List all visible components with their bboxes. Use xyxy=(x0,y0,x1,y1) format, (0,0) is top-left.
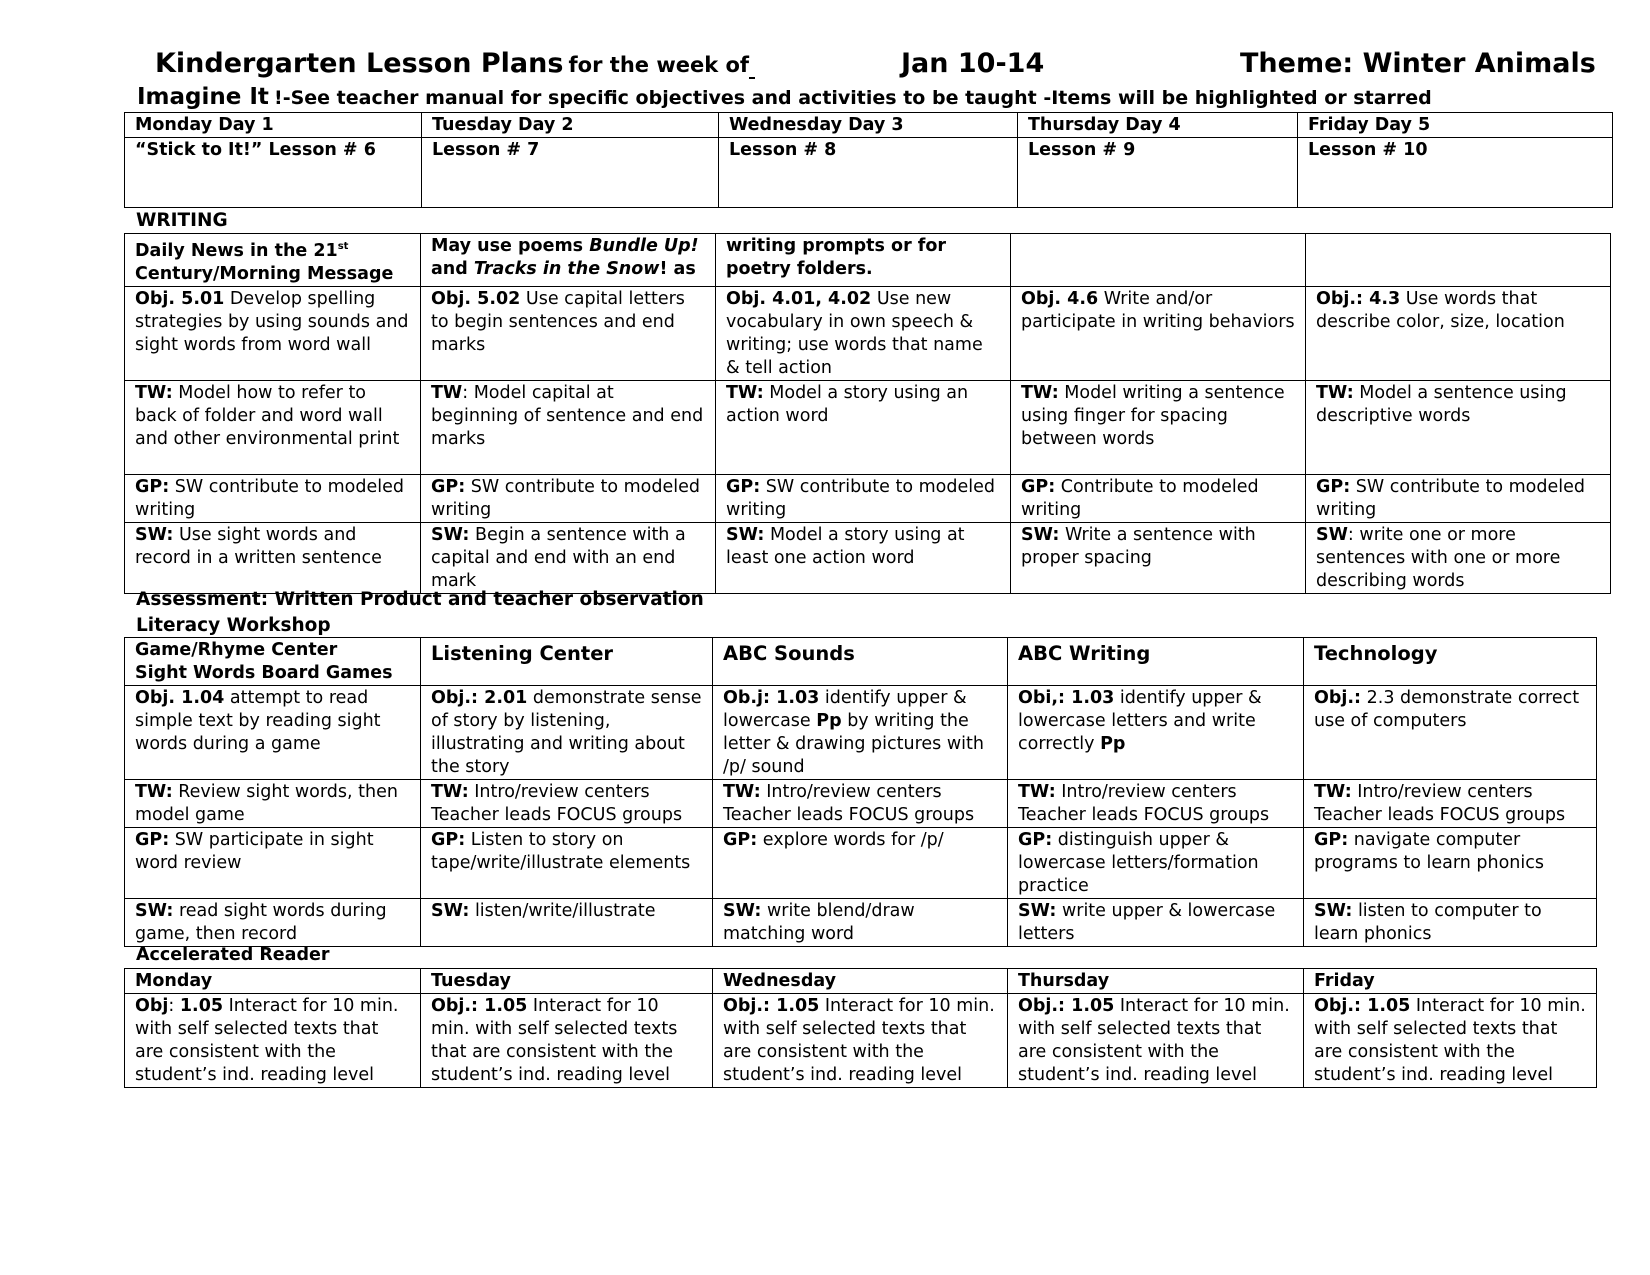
objective-cell xyxy=(125,286,421,380)
tw-cell xyxy=(125,380,421,474)
obj-text: Interact for 10 min. with self selected texts that are consistent with the student’s ind. reading level xyxy=(723,996,995,1085)
center-header: ABC Writing xyxy=(1008,638,1304,686)
sw-label: SW: xyxy=(723,901,762,921)
obj-text: Write and/or participate in writing behaviors xyxy=(1021,288,1295,332)
day-header: Thursday Day 4 xyxy=(1018,113,1298,138)
obj-text: Use capital letters to begin sentences and end marks xyxy=(431,288,685,355)
center-subtitle: Sight Words Board Games xyxy=(135,663,393,683)
sw-cell xyxy=(1306,522,1611,593)
gp-label: GP: xyxy=(1021,476,1056,497)
sw-text: read sight words during game, then record xyxy=(135,901,387,944)
objective-cell xyxy=(421,686,713,780)
gp-cell xyxy=(125,828,421,899)
obj-label: Obj. 5.01 xyxy=(135,288,225,309)
obj-label: Ob.j: 1.03 xyxy=(723,688,820,708)
obj-text: Use new vocabulary in own speech & writing; use words that name & tell action xyxy=(726,288,983,378)
objective-cell xyxy=(421,286,716,380)
obj-text: Interact for 10 min. with self selected texts that are consistent with the student’s ind. reading level xyxy=(1018,996,1290,1085)
literacy-heading: Literacy Workshop xyxy=(136,615,331,636)
obj-label: Obj.: 4.3 xyxy=(1316,288,1401,309)
gp-label: GP: xyxy=(726,476,761,497)
obj-label: Obj. 4.6 xyxy=(1021,288,1099,309)
ar-day-header: Wednesday xyxy=(713,969,1008,994)
sw-cell xyxy=(1008,899,1304,947)
obj-label: Obi,: 1.03 xyxy=(1018,688,1115,708)
obj-label: Obj.: 1.05 xyxy=(1314,996,1411,1016)
tw-text: Model a sentence using descriptive words xyxy=(1316,382,1567,426)
sw-text: Write a sentence with proper spacing xyxy=(1021,524,1256,568)
gp-cell xyxy=(125,474,421,522)
gp-cell xyxy=(421,474,716,522)
obj-text: Interact for 10 min. with self selected texts that are consistent with the student’s ind. reading level xyxy=(135,996,399,1085)
imagine-note: !-See teacher manual for specific objectives and activities to be taught -Items will be highlighted or starred xyxy=(274,87,1432,109)
page-title xyxy=(155,48,755,79)
sw-label: SW: xyxy=(135,524,174,545)
center-header-game xyxy=(125,638,421,686)
imagine-heading xyxy=(137,84,1432,110)
obj-letter: Pp xyxy=(1100,734,1126,754)
poems-text: May use poems xyxy=(431,236,590,256)
gp-text: SW contribute to modeled writing xyxy=(726,476,995,520)
objective-cell xyxy=(716,286,1011,380)
gp-cell xyxy=(716,474,1011,522)
sw-cell xyxy=(1304,899,1597,947)
daily-news-text: Daily News in the 21 xyxy=(135,240,338,261)
sw-cell xyxy=(713,899,1008,947)
day-header: Tuesday Day 2 xyxy=(422,113,719,138)
lesson-cell: Lesson # 7 xyxy=(422,138,719,208)
objective-cell xyxy=(1008,686,1304,780)
obj-number: 1.05 xyxy=(179,996,224,1016)
sw-text: Use sight words and record in a written sentence xyxy=(135,524,382,568)
sw-text: listen to computer to learn phonics xyxy=(1314,901,1542,944)
day-header: Friday Day 5 xyxy=(1298,113,1613,138)
literacy-table xyxy=(124,637,1597,947)
sw-label: SW: xyxy=(1021,524,1060,545)
tw-text: Model writing a sentence using finger for spacing between words xyxy=(1021,382,1285,449)
ar-objective-cell xyxy=(421,994,713,1088)
obj-label: Obj.: 1.05 xyxy=(1018,996,1115,1016)
tw-label: TW: xyxy=(1018,782,1056,802)
lesson-cell: Lesson # 10 xyxy=(1298,138,1613,208)
sw-label: SW: xyxy=(431,901,470,921)
gp-label: GP: xyxy=(135,476,170,497)
day-header: Monday Day 1 xyxy=(125,113,422,138)
gp-label: GP: xyxy=(1018,830,1053,850)
tw-cell xyxy=(125,780,421,828)
lesson-cell: Lesson # 8 xyxy=(719,138,1018,208)
gp-cell xyxy=(713,828,1008,899)
tw-cell xyxy=(1008,780,1304,828)
sw-label: SW: xyxy=(135,901,174,921)
writing-table xyxy=(124,233,1611,594)
sw-cell xyxy=(421,899,713,947)
objective-cell xyxy=(1011,286,1306,380)
tw-text: Intro/review centers Teacher leads FOCUS groups xyxy=(1314,782,1566,825)
accelerated-table xyxy=(124,968,1597,1088)
tw-text: : Model capital at beginning of sentence and end marks xyxy=(431,382,704,449)
sw-cell xyxy=(716,522,1011,593)
obj-text: Use words that describe color, size, location xyxy=(1316,288,1565,332)
ar-day-header: Thursday xyxy=(1008,969,1304,994)
objective-cell xyxy=(1304,686,1597,780)
gp-label: GP: xyxy=(723,830,758,850)
objective-cell xyxy=(125,686,421,780)
center-header: Listening Center xyxy=(421,638,713,686)
tw-label: TW: xyxy=(135,782,173,802)
sw-text: Model a story using at least one action word xyxy=(726,524,965,568)
ar-objective-cell xyxy=(1008,994,1304,1088)
blank-underline xyxy=(749,57,755,79)
gp-label: GP: xyxy=(431,476,466,497)
accelerated-heading: Accelerated Reader xyxy=(136,945,330,965)
tw-label: TW: xyxy=(1314,782,1352,802)
sw-text: write upper & lowercase letters xyxy=(1018,901,1276,944)
sw-text: Begin a sentence with a capital and end with an end mark xyxy=(431,524,686,591)
gp-cell xyxy=(1306,474,1611,522)
ar-objective-cell xyxy=(1304,994,1597,1088)
tw-cell xyxy=(421,380,716,474)
imagine-title: Imagine It xyxy=(137,84,269,110)
tw-label: TW: xyxy=(1316,382,1354,403)
tw-label: TW: xyxy=(1021,382,1059,403)
obj-label: Obj. 1.04 xyxy=(135,688,225,708)
tw-label: TW: xyxy=(723,782,761,802)
title-suffix: for the week of xyxy=(568,53,750,77)
daily-news-text-2: Century/Morning Message xyxy=(135,263,394,284)
gp-text: navigate computer programs to learn phonics xyxy=(1314,830,1545,873)
sw-cell xyxy=(125,522,421,593)
gp-cell xyxy=(1304,828,1597,899)
ar-day-header: Friday xyxy=(1304,969,1597,994)
obj-text: identify upper & lowercase xyxy=(723,688,967,731)
sw-label: SW: xyxy=(1314,901,1353,921)
gp-text: Listen to story on tape/write/illustrate elements xyxy=(431,830,691,873)
poem-title: Bundle Up! xyxy=(589,236,699,256)
gp-text: Contribute to modeled writing xyxy=(1021,476,1259,520)
obj-label: Obj.: 1.05 xyxy=(723,996,820,1016)
sw-label: SW: xyxy=(431,524,470,545)
obj-label: Obj.: 1.05 xyxy=(431,996,528,1016)
obj-text: identify upper & lowercase letters and write correctly xyxy=(1018,688,1262,754)
tw-label: TW: xyxy=(135,382,173,403)
poems-text: and xyxy=(431,259,474,279)
sw-text: listen/write/illustrate xyxy=(469,901,656,921)
imagine-table xyxy=(124,112,1613,208)
obj-label: Obj. 5.02 xyxy=(431,288,521,309)
tw-cell xyxy=(713,780,1008,828)
tw-label: TW: xyxy=(726,382,764,403)
ar-objective-cell xyxy=(713,994,1008,1088)
daily-news-cell xyxy=(125,234,421,287)
obj-label: Obj. 4.01, 4.02 xyxy=(726,288,872,309)
tw-cell xyxy=(716,380,1011,474)
sw-label: SW: xyxy=(726,524,765,545)
ar-day-header: Monday xyxy=(125,969,421,994)
writing-heading: WRITING xyxy=(136,210,228,231)
tw-text: Intro/review centers Teacher leads FOCUS groups xyxy=(431,782,683,825)
tw-label: TW xyxy=(431,382,463,403)
center-name: Game/Rhyme Center xyxy=(135,640,338,660)
gp-label: GP: xyxy=(1314,830,1349,850)
tw-text: Model a story using an action word xyxy=(726,382,969,426)
obj-text: attempt to read simple text by reading sight words during a game xyxy=(135,688,381,754)
tw-text: Review sight words, then model game xyxy=(135,782,398,825)
center-header: ABC Sounds xyxy=(713,638,1008,686)
obj-text: Interact for 10 min. with self selected texts that are consistent with the student’s ind. reading level xyxy=(431,996,678,1085)
obj-label: Obj.: xyxy=(1314,688,1362,708)
gp-label: GP: xyxy=(431,830,466,850)
tw-cell xyxy=(421,780,713,828)
lesson-cell: Lesson # 9 xyxy=(1018,138,1298,208)
empty-cell xyxy=(1011,234,1306,287)
sw-cell xyxy=(1011,522,1306,593)
daily-news-sup: st xyxy=(337,241,349,252)
tw-text: Model how to refer to back of folder and word wall and other environmental print xyxy=(135,382,400,449)
empty-cell xyxy=(1306,234,1611,287)
day-header: Wednesday Day 3 xyxy=(719,113,1018,138)
obj-text: : xyxy=(168,996,180,1016)
poems-text: ! as xyxy=(659,259,696,279)
theme-label: Theme: Winter Animals xyxy=(1240,48,1596,79)
objective-cell xyxy=(713,686,1008,780)
sw-text: write blend/draw matching word xyxy=(723,901,915,944)
obj-text: Interact for 10 min. with self selected texts that are consistent with the student’s ind. reading level xyxy=(1314,996,1586,1085)
tw-cell xyxy=(1306,380,1611,474)
gp-text: SW contribute to modeled writing xyxy=(1316,476,1585,520)
gp-text: SW contribute to modeled writing xyxy=(135,476,404,520)
ar-day-header: Tuesday xyxy=(421,969,713,994)
tw-text: Intro/review centers Teacher leads FOCUS groups xyxy=(1018,782,1270,825)
lesson-cell: “Stick to It!” Lesson # 6 xyxy=(125,138,422,208)
sw-cell xyxy=(125,899,421,947)
gp-cell xyxy=(1011,474,1306,522)
gp-text: explore words for /p/ xyxy=(757,830,944,850)
obj-text: Develop spelling strategies by using sounds and sight words from word wall xyxy=(135,288,409,355)
tw-text: Intro/review centers Teacher leads FOCUS groups xyxy=(723,782,975,825)
gp-text: SW contribute to modeled writing xyxy=(431,476,700,520)
gp-cell xyxy=(421,828,713,899)
sw-cell xyxy=(421,522,716,593)
sw-label: SW xyxy=(1316,524,1348,545)
gp-text: distinguish upper & lowercase letters/formation practice xyxy=(1018,830,1259,896)
tw-cell xyxy=(1304,780,1597,828)
obj-text: demonstrate sense of story by listening, illustrating and writing about the story xyxy=(431,688,702,777)
obj-text: by writing the letter & drawing pictures with /p/ sound xyxy=(723,711,984,777)
gp-label: GP: xyxy=(135,830,170,850)
gp-text: SW participate in sight word review xyxy=(135,830,374,873)
ar-objective-cell xyxy=(125,994,421,1088)
obj-text: 2.3 demonstrate correct use of computers xyxy=(1314,688,1580,731)
sw-text: : write one or more sentences with one or more describing words xyxy=(1316,524,1561,591)
tw-cell xyxy=(1011,380,1306,474)
title-text: Kindergarten Lesson Plans xyxy=(155,48,564,79)
assessment-line: Assessment: Written Product and teacher observation xyxy=(136,589,704,610)
tw-label: TW: xyxy=(431,782,469,802)
poems-cell xyxy=(421,234,716,287)
obj-letter: Pp xyxy=(816,711,842,731)
obj-label: Obj xyxy=(135,996,169,1016)
sw-label: SW: xyxy=(1018,901,1057,921)
obj-label: Obj.: 2.01 xyxy=(431,688,528,708)
objective-cell xyxy=(1306,286,1611,380)
week-label: Jan 10-14 xyxy=(901,48,1045,79)
poem-title: Tracks in the Snow xyxy=(473,259,660,279)
gp-label: GP: xyxy=(1316,476,1351,497)
gp-cell xyxy=(1008,828,1304,899)
center-header: Technology xyxy=(1304,638,1597,686)
prompts-cell: writing prompts or for poetry folders. xyxy=(716,234,1011,287)
